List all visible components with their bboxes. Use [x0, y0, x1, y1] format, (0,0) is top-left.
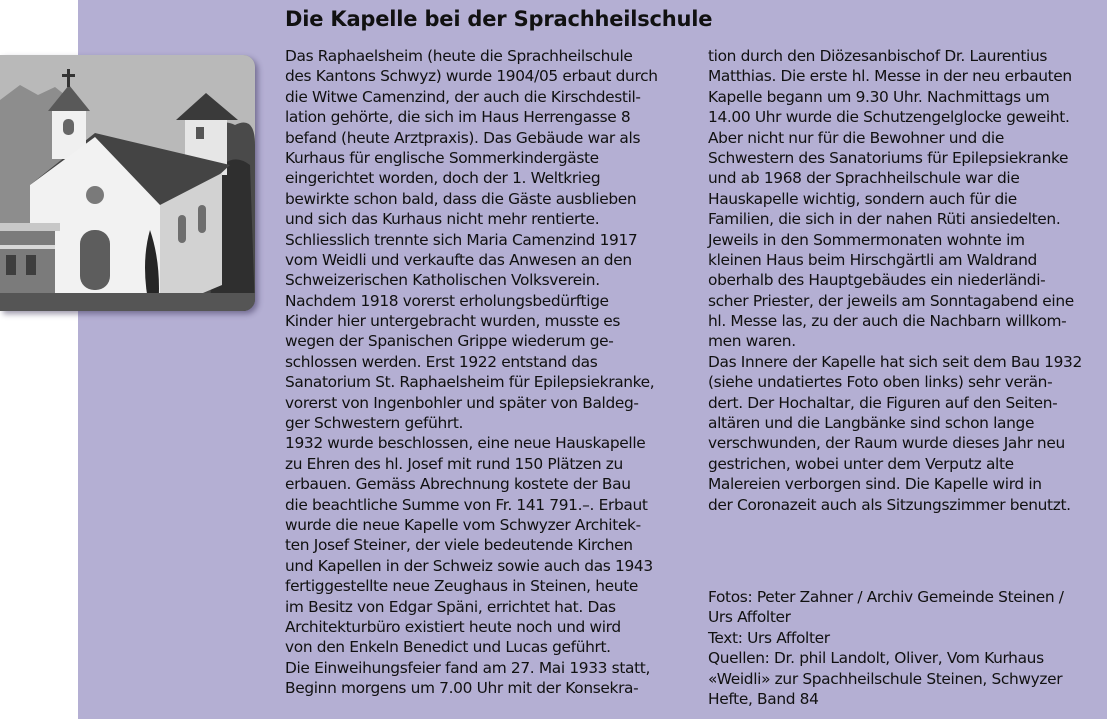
text-line: (siehe undatiertes Foto oben links) sehr verän- [708, 373, 1053, 392]
text-line: gestrichen, wobei unter dem Verputz alte [708, 454, 1014, 473]
text-line: scher Priester, der jeweils am Sonntagabend eine [708, 291, 1074, 310]
text-line: Nachdem 1918 vorerst erholungsbedürftige [285, 291, 609, 310]
text-line: Familien, die sich in der nahen Rüti ansiedelten. [708, 210, 1061, 229]
text-line: Matthias. Die erste hl. Messe in der neu erbauten [708, 67, 1072, 86]
text-line: erbauen. Gemäss Abrechnung kostete der Bau [285, 475, 631, 494]
text-line: des Kantons Schwyz) wurde 1904/05 erbaut durch [285, 67, 658, 86]
text-line: Kurhaus für englische Sommerkindergäste [285, 148, 599, 167]
text-line: hl. Messe las, zu der auch die Nachbarn willkom- [708, 312, 1067, 331]
credits-line: Hefte, Band 84 [708, 689, 819, 708]
text-line: befand (heute Arztpraxis). Das Gebäude war als [285, 128, 641, 147]
text-line: Schliesslich trennte sich Maria Camenzind 1917 [285, 230, 638, 249]
credits-line: Fotos: Peter Zahner / Archiv Gemeinde Steinen / [708, 588, 1064, 606]
credits-line: Quellen: Dr. phil Landolt, Oliver, Vom Kurhaus [708, 649, 1044, 668]
text-line: Schweizerischen Katholischen Volksverein. [285, 271, 600, 290]
chapel-photo [0, 55, 255, 311]
text-line: vom Weidli und verkaufte das Anwesen an den [285, 250, 632, 269]
text-line: zu Ehren des hl. Josef mit rund 150 Plätzen zu [285, 454, 623, 473]
chapel-illustration [0, 55, 255, 311]
text-line: bewirkte schon bald, dass die Gäste ausblieben [285, 189, 637, 208]
text-column-1 [285, 46, 658, 699]
credits-line: Text: Urs Affolter [708, 628, 830, 647]
text-line: ger Schwestern geführt. [285, 414, 464, 433]
text-line: Jeweils in den Sommermonaten wohnte im [708, 230, 1025, 249]
text-line: tion durch den Diözesanbischof Dr. Laurentius [708, 47, 1048, 65]
text-line: Malereien verborgen sind. Die Kapelle wird in [708, 475, 1042, 494]
text-line: Die Einweihungsfeier fand am 27. Mai 1933 statt, [285, 658, 651, 677]
text-line: fertiggestellte neue Zeughaus in Steinen, heute [285, 577, 638, 596]
text-line: von den Enkeln Benedict und Lucas geführt. [285, 638, 611, 657]
text-line: Aber nicht nur für die Bewohner und die [708, 128, 1004, 147]
text-line: im Besitz von Edgar Späni, errichtet hat. Das [285, 597, 616, 616]
text-line: kleinen Haus beim Hirschgärtli am Waldrand [708, 250, 1037, 269]
text-line: der Coronazeit auch als Sitzungszimmer benutzt. [708, 495, 1071, 514]
text-line: und ab 1968 der Sprachheilschule war die [708, 169, 1020, 188]
credits-block [708, 587, 1064, 709]
text-line: 1932 wurde beschlossen, eine neue Hauskapelle [285, 434, 646, 453]
credits-line: Urs Affolter [708, 608, 791, 627]
text-line: Hauskapelle wichtig, sondern auch für die [708, 189, 1017, 208]
text-line: wurde die neue Kapelle vom Schwyzer Architek- [285, 515, 641, 534]
text-line: Das Innere der Kapelle hat sich seit dem Bau 1932 [708, 352, 1082, 371]
text-line: und Kapellen in der Schweiz sowie auch das 1943 [285, 556, 653, 575]
text-line: ten Josef Steiner, der viele bedeutende Kirchen [285, 536, 633, 555]
text-line: Architekturbüro existiert heute noch und wird [285, 617, 621, 636]
text-line: die beachtliche Summe von Fr. 141 791.–. Erbaut [285, 495, 648, 514]
text-line: die Witwe Camenzind, der auch die Kirschdestil- [285, 87, 641, 106]
credits-line: «Weidli» zur Spachheilschule Steinen, Schwyzer [708, 669, 1063, 688]
text-line: schlossen werden. Erst 1922 entstand das [285, 352, 598, 371]
text-line: Das Raphaelsheim (heute die Sprachheilschule [285, 47, 633, 65]
text-line: wegen der Spanischen Grippe wiederum ge- [285, 332, 614, 351]
text-line: Kapelle begann um 9.30 Uhr. Nachmittags um [708, 87, 1050, 106]
text-line: vorerst von Ingenbohler und später von Baldeg- [285, 393, 639, 412]
text-line: dert. Der Hochaltar, die Figuren auf den Seiten- [708, 393, 1058, 412]
text-line: lation gehörte, die sich im Haus Herrengasse 8 [285, 108, 631, 127]
text-line: Schwestern des Sanatoriums für Epilepsiekranke [708, 148, 1069, 167]
text-line: altären und die Langbänke sind schon lange [708, 414, 1035, 433]
text-line: Kinder hier untergebracht wurden, musste es [285, 312, 621, 331]
text-line: men waren. [708, 332, 796, 351]
text-column-2 [708, 46, 1082, 515]
text-line: eingerichtet worden, doch der 1. Weltkrieg [285, 169, 601, 188]
text-line: verschwunden, der Raum wurde dieses Jahr neu [708, 434, 1065, 453]
text-line: 14.00 Uhr wurde die Schutzengelglocke geweiht. [708, 108, 1070, 127]
text-line: und sich das Kurhaus nicht mehr rentierte. [285, 210, 600, 229]
article-title: Die Kapelle bei der Sprachheilschule [285, 7, 713, 31]
text-line: Beginn morgens um 7.00 Uhr mit der Konsekra- [285, 679, 639, 698]
text-line: Sanatorium St. Raphaelsheim für Epilepsiekranke, [285, 373, 655, 392]
text-line: oberhalb des Hauptgebäudes ein niederländi- [708, 271, 1046, 290]
